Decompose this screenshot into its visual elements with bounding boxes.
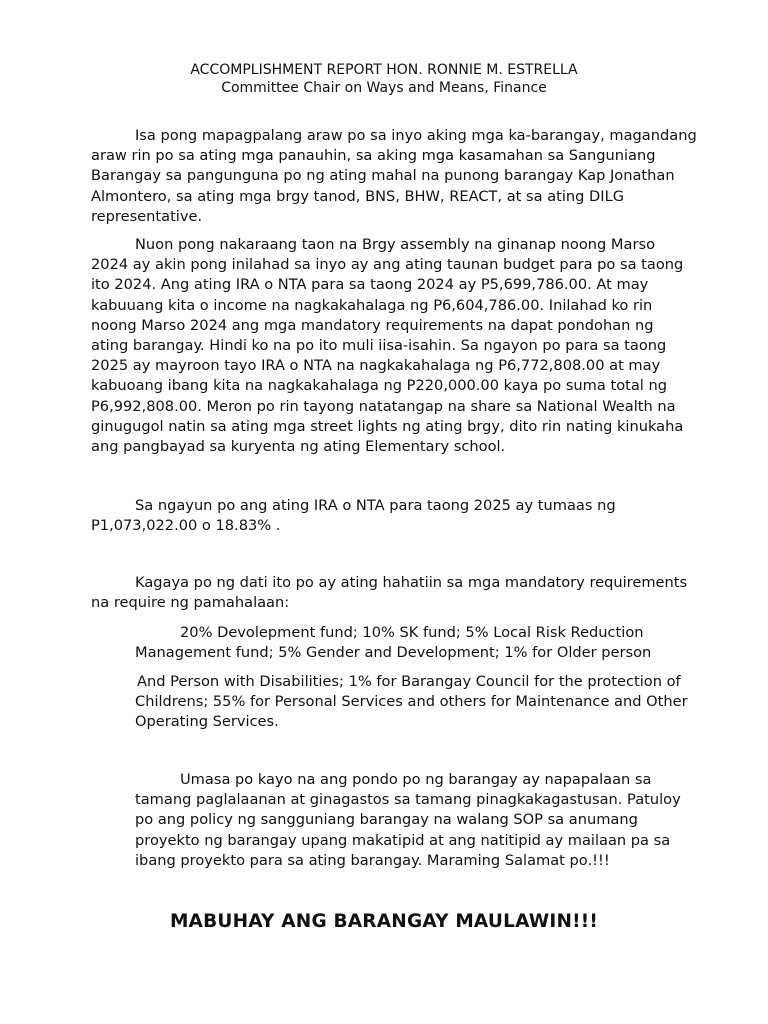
paragraph-line: Childrens; 55% for Personal Services and others for Maintenance and Other: [135, 693, 688, 711]
paragraph-budget-report: [91, 235, 683, 457]
paragraph-line: And Person with Disabilities; 1% for Barangay Council for the protection of: [137, 673, 681, 690]
report-title: ACCOMPLISHMENT REPORT HON. RONNIE M. ESTRELLA: [190, 62, 578, 78]
paragraph-line: ibang proyekto para sa ating barangay. Maraming Salamat po.!!!: [135, 851, 610, 869]
closing-slogan: MABUHAY ANG BARANGAY MAULAWIN!!!: [169, 911, 599, 932]
paragraph-line: ating barangay. Hindi ko na po ito muli iisa-isahin. Sa ngayon po para sa taong: [91, 337, 667, 355]
paragraph-line: P6,992,808.00. Meron po rin tayong natatangap na share sa National Wealth na: [91, 397, 676, 415]
paragraph-line: kabuuang kita o income na nagkakahalaga ng P6,604,786.00. Inilahad ko rin: [91, 296, 653, 314]
paragraph-line: Operating Services.: [135, 713, 279, 731]
paragraph-line: araw rin po sa ating mga panauhin, sa aking mga kasamahan sa Sanguniang: [91, 147, 656, 165]
paragraph-line: Management fund; 5% Gender and Development; 1% for Older person: [135, 644, 652, 662]
paragraph-line: proyekto ng barangay upang makatipid at ang natitipid ay mailaan pa sa: [135, 831, 671, 849]
paragraph-line: Nuon pong nakaraang taon na Brgy assembly na ginanap noong Marso: [135, 236, 656, 253]
paragraph-line: Umasa po kayo na ang pondo po ng barangay ay napapalaan sa: [180, 771, 652, 788]
paragraph-line: Barangay sa pangunguna po ng ating mahal na punong barangay Kap Jonathan: [91, 167, 675, 185]
paragraph-fund-allocation-continued: [135, 672, 688, 733]
paragraph-line: noong Marso 2024 ang mga mandatory requirements na dapat pondohan ng: [91, 316, 654, 334]
paragraph-line: Kagaya po ng dati ito po ay ating hahatiin sa mga mandatory requirements: [135, 574, 688, 591]
paragraph-fund-allocation: [135, 623, 651, 663]
paragraph-ira-increase: [91, 496, 616, 536]
report-subtitle: Committee Chair on Ways and Means, Finance: [221, 80, 547, 96]
paragraph-line: ginugugol natin sa ating mga street lights ng ating brgy, dito rin nating kinukaha: [91, 417, 684, 435]
paragraph-line: representative.: [91, 207, 203, 225]
paragraph-greeting: [91, 126, 697, 227]
paragraph-line: tamang paglalaanan at ginagastos sa tamang pinagkakagastusan. Patuloy: [135, 791, 681, 809]
paragraph-line: ang pangbayad sa kuryenta ng ating Elementary school.: [91, 438, 506, 456]
paragraph-line: po ang policy ng sangguniang barangay na walang SOP sa anumang: [135, 811, 638, 829]
paragraph-closing-remarks: [135, 770, 681, 871]
paragraph-line: Isa pong mapagpalang araw po sa inyo aking mga ka-barangay, magandang: [135, 127, 697, 144]
paragraph-line: Sa ngayun po ang ating IRA o NTA para taong 2025 ay tumaas ng: [135, 497, 616, 514]
paragraph-line: 2025 ay mayroon tayo IRA o NTA na nagkakahalaga ng P6,772,808.00 at may: [91, 357, 661, 375]
paragraph-line: 2024 ay akin pong inilahad sa inyo ay ang ating taunan budget para po sa taong: [91, 256, 684, 274]
paragraph-line: Almontero, sa ating mga brgy tanod, BNS, BHW, REACT, at sa ating DILG: [91, 187, 625, 205]
paragraph-line: ito 2024. Ang ating IRA o NTA para sa taong 2024 ay P5,699,786.00. At may: [91, 276, 649, 294]
paragraph-line: na require ng pamahalaan:: [91, 594, 290, 612]
paragraph-line: kabuoang ibang kita na nagkakahalaga ng P220,000.00 kaya po suma total ng: [91, 377, 668, 395]
paragraph-line: P1,073,022.00 o 18.83% .: [91, 517, 281, 535]
paragraph-mandatory-requirements: [91, 573, 687, 613]
paragraph-line: 20% Devolepment fund; 10% SK fund; 5% Local Risk Reduction: [180, 624, 644, 641]
